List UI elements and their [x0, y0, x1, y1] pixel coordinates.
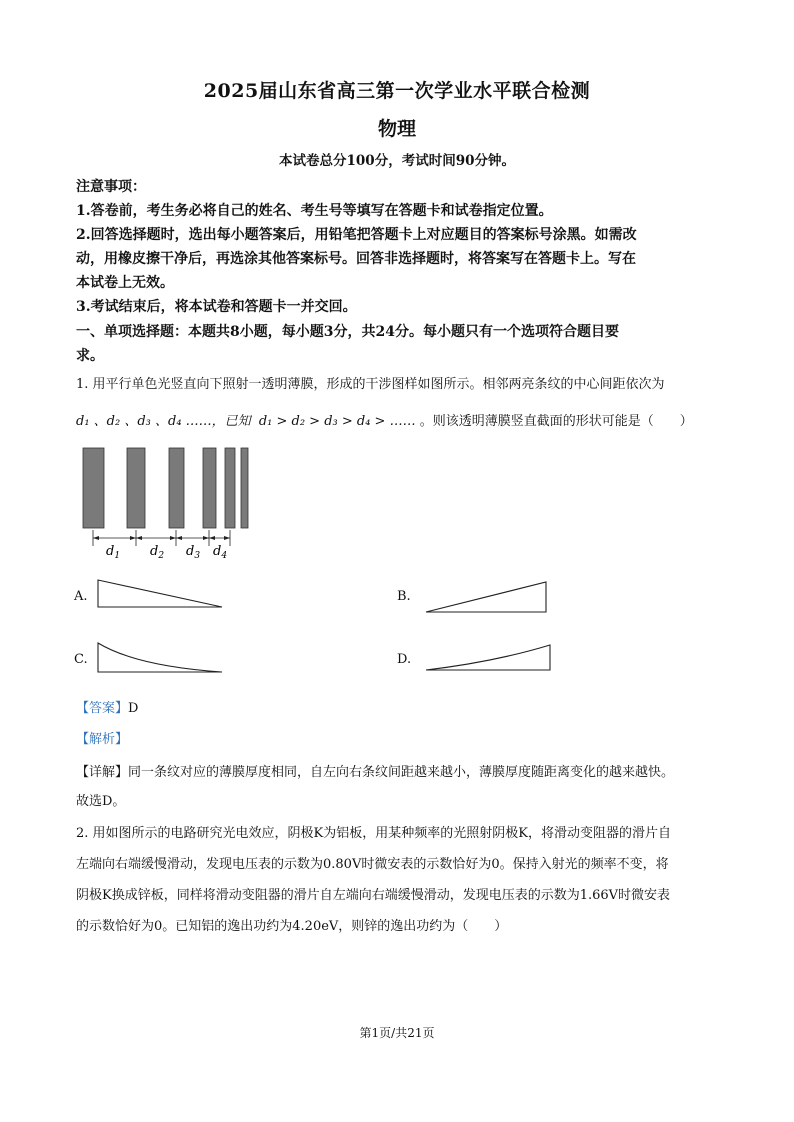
page-footer: 第1页/共21页 [359, 1026, 435, 1040]
section-1-heading-line-1: 一、单项选择题：本题共8小题，每小题3分，共24分。每小题只有一个选项符合题目要 [76, 324, 619, 340]
detail-text: 同一条纹对应的薄膜厚度相同，自左向右条纹间距越来越小，薄膜厚度随距离变化的越来越快。 [128, 765, 675, 780]
option-c-shape [96, 640, 226, 676]
option-b-shape [424, 579, 550, 615]
q1-vars: d₁ 、d₂ 、d₃ 、d₄ ……，已知 [76, 414, 251, 429]
option-d-shape [424, 642, 556, 676]
option-d-label: D. [397, 652, 412, 667]
option-a-label: A. [74, 589, 88, 604]
option-b-label: B. [397, 589, 411, 604]
fringe-stripe-6 [241, 448, 248, 528]
detail-label: 【详解】 [76, 765, 129, 780]
interference-pattern-figure [76, 444, 256, 560]
fringe-stripe-5 [225, 448, 235, 528]
option-a-shape [96, 577, 226, 611]
section-1-heading-line-2: 求。 [76, 348, 104, 364]
q1-stem-line-1: 1. 用平行单色光竖直向下照射一透明薄膜，形成的干涉图样如图所示。相邻两亮条纹的中心间距依次为 [76, 377, 665, 392]
q1-stem-end: 。则该透明薄膜竖直截面的形状可能是（ ） [419, 414, 693, 429]
option-c-label: C. [74, 652, 88, 667]
q1-conclusion: 故选D。 [76, 794, 126, 809]
q2-stem-line-4: 的示数恰好为0。已知铝的逸出功约为4.20eV，则锌的逸出功约为（ ） [76, 919, 508, 934]
notice-item-2-line-3: 本试卷上无效。 [76, 275, 174, 291]
notice-heading: 注意事项： [76, 179, 146, 195]
exam-subject: 物理 [377, 118, 416, 140]
notice-item-2-line-1: 2.回答选择题时，选出每小题答案后，用铅笔把答题卡上对应题目的答案标号涂黑。如需改 [76, 227, 637, 243]
fringe-stripe-4 [203, 448, 216, 528]
q2-stem-line-2: 左端向右端缓慢滑动，发现电压表的示数为0.80V时微安表的示数恰好为0。保持入射光的频率不变，将 [76, 857, 669, 872]
notice-item-1: 1.答卷前，考生务必将自己的姓名、考生号等填写在答题卡和试卷指定位置。 [76, 203, 553, 219]
notice-item-3: 3.考试结束后，将本试卷和答题卡一并交回。 [76, 299, 357, 315]
fringe-stripe-2 [127, 448, 145, 528]
q1-stem-line-2 [76, 410, 693, 429]
exam-title: 2025届山东省高三第一次学业水平联合检测 [203, 80, 591, 102]
q1-detail [76, 761, 674, 780]
q2-stem-line-1: 2. 用如图所示的电路研究光电效应，阴极K为铝板，用某种频率的光照射阴极K，将滑动变阻器的滑片自 [76, 826, 671, 841]
answer-label: 【答案】 [76, 701, 129, 716]
q1-analysis-label: 【解析】 [76, 732, 129, 747]
dim-label-d3: $d_3$ [186, 544, 201, 560]
exam-score-time: 本试卷总分100分，考试时间90分钟。 [279, 153, 515, 169]
notice-item-2-line-2: 动，用橡皮擦干净后，再选涂其他答案标号。回答非选择题时，将答案写在答题卡上。写在 [76, 251, 636, 267]
dim-label-d1: $d_1$ [106, 544, 121, 560]
dim-label-d4: $d_4$ [213, 544, 228, 560]
fringe-stripe-1 [83, 448, 104, 528]
dim-label-d2: $d_2$ [150, 544, 165, 560]
fringe-stripe-3 [169, 448, 184, 528]
q2-stem-line-3: 阴极K换成锌板，同样将滑动变阻器的滑片自左端向右端缓慢滑动，发现电压表的示数为1.66V时微安表 [76, 888, 671, 903]
answer-value: D [128, 701, 139, 716]
q1-answer [76, 697, 138, 716]
q1-inequality: d₁ > d₂ > d₃ > d₄ > …… [258, 414, 416, 429]
